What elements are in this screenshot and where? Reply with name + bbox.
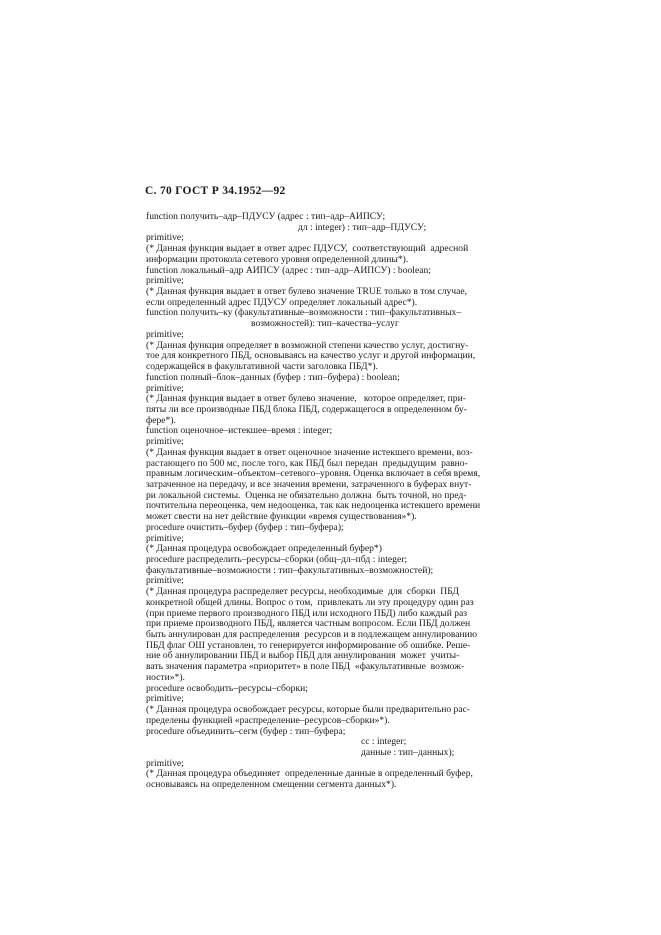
text-line: function оценочное–истекшее–время : integer; [146, 425, 333, 437]
text-line: function получить–адр–ПДУСУ (адрес : тип–адр–АИПСУ; [146, 211, 386, 222]
text-line: быть аннулирован для распределения ресурсов и в подлежащем аннулированию [146, 629, 477, 641]
text-line: (* Данная процедура объединяет определенные данные в определенный буфер, [146, 768, 473, 780]
text-line: primitive; [146, 328, 184, 340]
text-line: основываясь на определенном смещении сегмента данных*). [146, 779, 397, 791]
text-line: затраченное на передачу, и все значения времени, затраченного в буферах внут- [146, 478, 472, 490]
text-line: факультативные–возможности : тип–факультативных–возможностей); [146, 564, 434, 576]
text-line: пределены функцией «распределение–ресурсов–сборки»*). [146, 714, 390, 726]
text-line: primitive; [146, 693, 184, 705]
text-line: пяты ли все производные ПБД блока ПБД, содержащегося в определенном бу- [146, 403, 467, 415]
text-line: сс : integer; [361, 736, 407, 748]
text-line: procedure распределить–ресурсы–сборки (общ–дл–пбд : integer; [146, 554, 408, 565]
text-line: (* Данная функция выдает в ответ оценочное значение истекшего времени, воз- [146, 446, 473, 458]
text-line: procedure очистить–буфер (буфер : тип–буфера); [146, 521, 344, 533]
text-line: (* Данная функция выдает в ответ булево значение, которое определяет, при- [146, 393, 466, 405]
text-line: ри локальной системы. Оценка не обязательно должна быть точной, но пред- [146, 489, 467, 501]
text-line: (при приеме первого производного ПБД или исходного ПБД) либо каждый раз [146, 607, 468, 619]
text-line: тое для конкретного ПБД, основываясь на качество услуг и другой информации, [146, 350, 476, 362]
text-line: дл : integer) : тип–адр–ПДУСУ; [298, 221, 427, 233]
text-line: primitive; [146, 436, 184, 448]
document-body [146, 212, 566, 791]
text-line: primitive; [146, 575, 184, 587]
text-line: ности»*). [146, 671, 185, 683]
text-line: ПБД флаг ОШ установлен, то генерируется информирование об ошибке. Реше- [146, 639, 471, 651]
text-line: primitive; [146, 232, 184, 244]
text-line: function локальный–адр АИПСУ (адрес : тип–адр–АИПСУ) : boolean; [146, 264, 431, 276]
text-line: (* Данная процедура распределяет ресурсы, необходимые для сборки ПБД [146, 586, 459, 598]
text-line: вать значения параметра «приоритет» в поле ПБД «факультативные возмож- [146, 661, 465, 673]
text-line: primitive; [146, 275, 184, 287]
text-line: function получить–ку (факультативные–возможности : тип–факультативных– [146, 307, 462, 319]
text-line: при приеме производного ПБД, является частным вопросом. Если ПБД должен [146, 618, 471, 630]
text-line: растающего по 500 мс, после того, как ПБД был передан предыдущим равно- [146, 457, 468, 469]
text-line: procedure освободить–ресурсы–сборки; [146, 682, 308, 694]
text-line: (* Данная процедура освобождает определенный буфер*) [146, 543, 382, 555]
text-line: информации протокола сетевого уровня определенной длины*). [146, 253, 409, 265]
text-line: почтительна переоценка, чем недооценка, так как недооценка истекшего времени [146, 500, 481, 512]
text-line: function полный–блок–данных (буфер : тип–буфера) : boolean; [146, 371, 400, 383]
text-line: (* Данная функция определяет в возможной степени качество услуг, достигну- [146, 339, 469, 351]
text-line: primitive; [146, 382, 184, 394]
text-line: procedure объединить–сегм (буфер : тип–буфера; [146, 725, 346, 737]
text-line: (* Данная процедура освобождает ресурсы, которые были предварительно рас- [146, 704, 471, 716]
text-line: ние об аннулировании ПБД и выбор ПБД для аннулирования может учиты- [146, 650, 460, 662]
text-line: primitive; [146, 757, 184, 769]
text-line: (* Данная функция выдает в ответ адрес ПДУСУ, соответствующий адресной [146, 243, 469, 255]
text-line: фере*). [146, 414, 176, 426]
text-line: может свести на нет действие функции «время существования»*). [146, 511, 417, 523]
text-line: правным логическим–объектом–сетевого–уровня. Оценка включает в себя время, [146, 468, 481, 480]
text-line: данные : тип–данных); [361, 746, 455, 758]
text-line: конкретной общей длины. Вопрос о том, привлекать ли эту процедуру один раз [146, 596, 474, 608]
text-line: возможностей): тип–качества–услуг [251, 318, 399, 330]
text-line: primitive; [146, 532, 184, 544]
text-line: (* Данная функция выдает в ответ булево значение TRUE только в том случае, [146, 286, 468, 298]
page-header: С. 70 ГОСТ Р 34.1952—92 [145, 185, 286, 197]
text-line: содержащейся в факультативной части заголовка ПБД*). [146, 361, 378, 373]
text-line: если определенный адрес ПДУСУ определяет локальный адрес*). [146, 296, 418, 308]
